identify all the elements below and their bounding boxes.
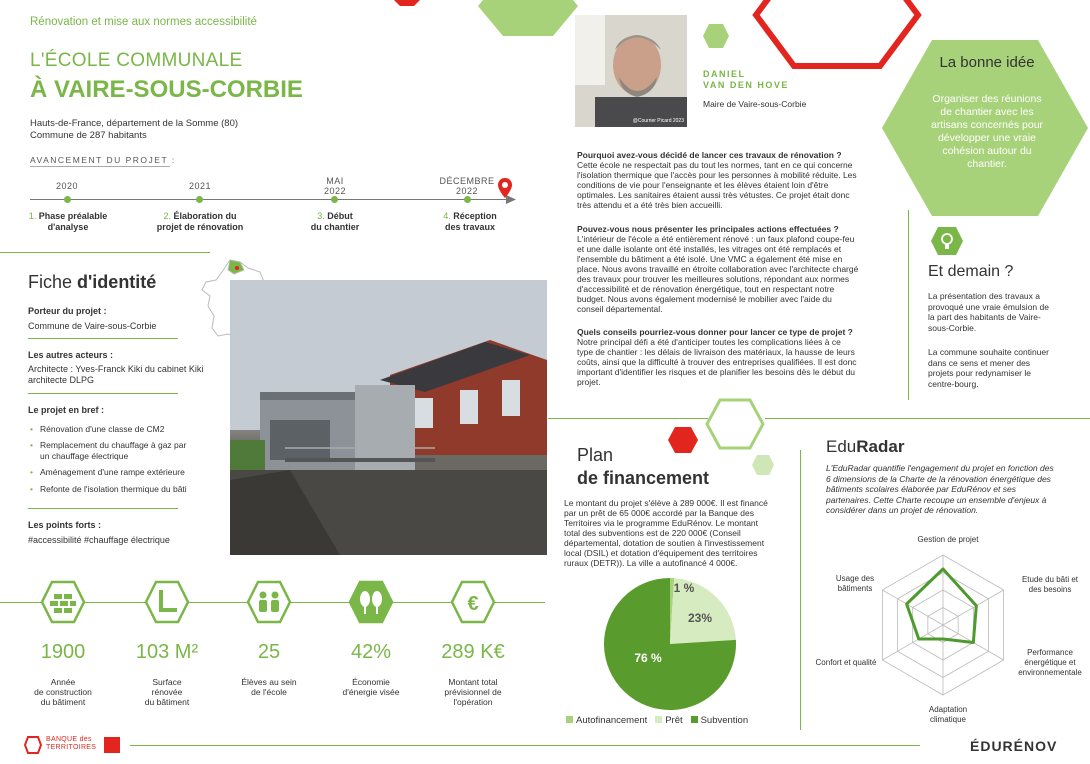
legend-swatch: [566, 716, 573, 723]
interview-block-3: Quels conseils pourriez-vous donner pour lancer ce type de projet ? Notre principal défi a été d'anticiper toutes les complications liées à ce type de chantier : les délais de livraison des matériaux, la hausse de leurs coûts, ainsi que la difficulté à trouver des entreprises qualifiées. Il est donc important d'identifier les risques et de planifier les besoins dès le début du projet.: [577, 327, 857, 387]
stat-value: 42%: [350, 641, 392, 663]
section-divider: [0, 252, 210, 253]
legend-swatch: [655, 716, 662, 723]
interviewee-role: Maire de Vaire-sous-Corbie: [703, 99, 807, 109]
bricks-icon: [40, 580, 86, 624]
divider: [28, 338, 178, 339]
stat-label: Élèves au sein de l'école: [241, 677, 297, 697]
timeline-year: 2021: [188, 181, 212, 191]
porteur-heading: Porteur du projet :: [28, 306, 107, 316]
divider: [28, 508, 178, 509]
demain-text-1: La présentation des travaux a provoqué une vraie émulsion de la part des habitants de Vaire- sous-Corbie.: [928, 291, 1049, 333]
financement-text: Le montant du projet s'élève à 289 000€. Il est financé par un prêt de 65 000€ accordé par la Banque des Territoires via le programme EduRénov. Le montant total des subventions est de 220 000€ (Conseil départemental, dotation de soutien à l'investissement local (DSIL) et dotation d'équipement des territoires ruraux (DETR)). La ville a autofinancé 4 000€.: [564, 498, 768, 568]
fiche-title: Fiche d'identité: [28, 272, 157, 292]
radar-axis-label: Usage des bâtiments: [835, 574, 875, 593]
timeline-dot: [196, 196, 203, 203]
stat-value: 25: [257, 641, 281, 663]
trees-icon: [348, 580, 394, 624]
stat-value: 1900: [40, 641, 86, 663]
interview-block-1: Pourquoi avez-vous décidé de lancer ces travaux de rénovation ? Cette école ne respectait pas du tout les normes, tant en ce qui concerne l'isolation thermique que l'accès pour les personnes à mobilité réduite. Les conditions de vie pour l'enseignante et les élèves étaient loin d'être optimales. Les sanitaires étaient aussi très vétustes. Ce projet était donc très attendu et a été très bien accueilli.: [577, 150, 857, 210]
timeline-year: 2020: [55, 181, 79, 191]
school-building-illustration: [230, 280, 547, 555]
legend-swatch: [691, 716, 698, 723]
radar-axis-label: Performance énergétique et environnementale: [1018, 648, 1082, 677]
timeline-step: 3. Début du chantier: [310, 211, 360, 232]
eduradar-description: L'EduRadar quantifie l'engagement du projet en fonction des 6 dimensions de la Charte de la rénovation énergétique des bâtiments scolaires élaborée par EduRénov et ses partenaires. Cette Charte recoupe un ensemble d'enjeux à considérer dans un projet de rénovation.: [826, 463, 1054, 515]
stat-label: Surface rénovée du bâtiment: [144, 677, 190, 707]
photo-credit: @Courrier Picard 2023: [632, 118, 684, 124]
eduradar-vertical-line: [800, 450, 801, 730]
timeline-step: 2. Élaboration du projet de rénovation: [156, 211, 244, 232]
divider: [28, 393, 178, 394]
stat-value: 289 K€: [441, 641, 505, 663]
bref-heading: Le projet en bref :: [28, 405, 105, 415]
ruler-icon: [144, 580, 190, 624]
right-section-divider: [548, 418, 708, 419]
list-item: • Rénovation d'une classe de CM2: [30, 424, 210, 435]
timeline-line: [30, 199, 510, 200]
right-section-divider: [765, 418, 1090, 419]
lightbulb-icon: [930, 226, 964, 256]
mayor-portrait: [575, 15, 687, 127]
list-item: • Refonte de l'isolation thermique du bâti: [30, 484, 210, 495]
stat-label: Année de construction du bâtiment: [34, 677, 92, 707]
list-item: • Remplacement du chauffage à gaz par un chauffage électrique: [30, 440, 210, 462]
legend-label: Prêt: [665, 715, 683, 726]
pie-legend: [566, 715, 748, 726]
eduradar-title: EduRadar: [826, 437, 905, 456]
location: Hauts-de-France, département de la Somme (80) Commune de 287 habitants: [30, 118, 239, 141]
bonne-idee-title: La bonne idée: [939, 54, 1035, 71]
kicker: Rénovation et mise aux normes accessibilité: [30, 16, 257, 28]
acteurs-text: Architecte : Yves-Franck Kiki du cabinet Kiki architecte DLPG: [28, 364, 204, 385]
decorative-hexagon-small-green: [703, 24, 729, 48]
banque-des-territoires-logo-icon: [24, 736, 42, 754]
legend-label: Subvention: [700, 715, 749, 726]
eduradar-radar-chart: [880, 545, 1006, 705]
school-photo: [230, 280, 547, 555]
radar-series-polygon: [907, 569, 977, 643]
caisse-depots-logo-icon: [104, 737, 120, 753]
demain-text-2: La commune souhaite continuer dans ce sens et mener des projets pour redynamiser le centre-bourg.: [928, 347, 1049, 389]
timeline-step: 4. Réception des travaux: [443, 211, 497, 232]
interview-block-2: Pouvez-vous nous présenter les principales actions effectuées ? L'intérieur de l'école a été entièrement rénové : un faux plafond coupe-feu et une dalle isolante ont été installés, les vitrages ont été remplacés et l'ensemble du bâtiment a été isolé. Une VMC a également été mise en place. Nous avons travaillé en étroite collaboration avec l'architecte chargé des travaux pour trouver les meilleures solutions, répondant aux normes d'accessibilité et de rénovation énergétique, tout en respectant notre budget. Nous avons également modernisé le mobilier avec l'aide du conseil départemental.: [577, 224, 859, 314]
pie-data-label: 76 %: [634, 651, 662, 665]
students-icon: [246, 580, 292, 624]
timeline-label-underline: [30, 166, 170, 167]
stat-label: Économie d'énergie visée: [342, 677, 400, 697]
financement-pie-chart: [600, 574, 740, 714]
decorative-hexagon-outline-green: [705, 398, 765, 450]
radar-axis-label: Adaptation climatique: [928, 705, 968, 724]
stat-value: 103 M²: [135, 641, 199, 663]
list-item: • Aménagement d'une rampe extérieure: [30, 467, 210, 478]
timeline-dot: [464, 196, 471, 203]
bonne-idee-text: Organiser des réunions de chantier avec les artisans concernés pour développer une vraie cohésion autour du chantier.: [930, 93, 1044, 170]
page-title-line1: L'ÉCOLE COMMUNALE: [30, 50, 243, 71]
radar-axis-label: Gestion de projet: [917, 535, 979, 544]
forts-text: #accessibilité #chauffage électrique: [28, 535, 170, 545]
euro-icon: [450, 580, 496, 624]
financement-title-line1: Plan: [577, 445, 614, 465]
pie-data-label: 1 %: [673, 581, 695, 595]
radar-axis-label: Etude du bâti et des besoins: [1021, 575, 1079, 594]
timeline-dot: [331, 196, 338, 203]
radar-axis-label: Confort et qualité: [815, 658, 877, 667]
timeline-year: DÉCEMBRE 2022: [439, 176, 495, 196]
page-title-line2: À VAIRE-SOUS-CORBIE: [30, 76, 303, 103]
stat-label: Montant total prévisionnel de l'opération: [444, 677, 502, 707]
decorative-hexagon-light-green: [752, 455, 774, 475]
decorative-hexagon-top-red: [394, 0, 420, 6]
legend-label: Autofinancement: [576, 715, 648, 726]
financement-title-line2: de financement: [577, 468, 710, 488]
demain-vertical-line: [908, 210, 909, 400]
timeline-label: AVANCEMENT DU PROJET :: [30, 155, 176, 165]
timeline-dot: [64, 196, 71, 203]
decorative-hexagon-red: [668, 427, 698, 453]
timeline-step: 1. Phase préalable d'analyse: [28, 211, 108, 232]
decorative-hexagon-top-green: [478, 0, 578, 36]
forts-heading: Les points forts :: [28, 520, 102, 530]
footer-line: [130, 745, 920, 746]
acteurs-heading: Les autres acteurs :: [28, 350, 114, 360]
porteur-text: Commune de Vaire-sous-Corbie: [28, 321, 157, 331]
timeline-year: MAI 2022: [323, 176, 347, 196]
interviewee-name: DANIEL VAN DEN HOVE: [703, 69, 789, 90]
mayor-portrait-illustration: [575, 15, 687, 127]
banque-des-territoires-logo: BANQUE des TERRITOIRES: [46, 736, 97, 751]
edurenov-logo: ÉDURÉNOV: [970, 738, 1058, 754]
svg-text:€: €: [467, 593, 479, 615]
pie-data-label: 23%: [687, 611, 713, 625]
demain-title: Et demain ?: [928, 263, 1014, 280]
